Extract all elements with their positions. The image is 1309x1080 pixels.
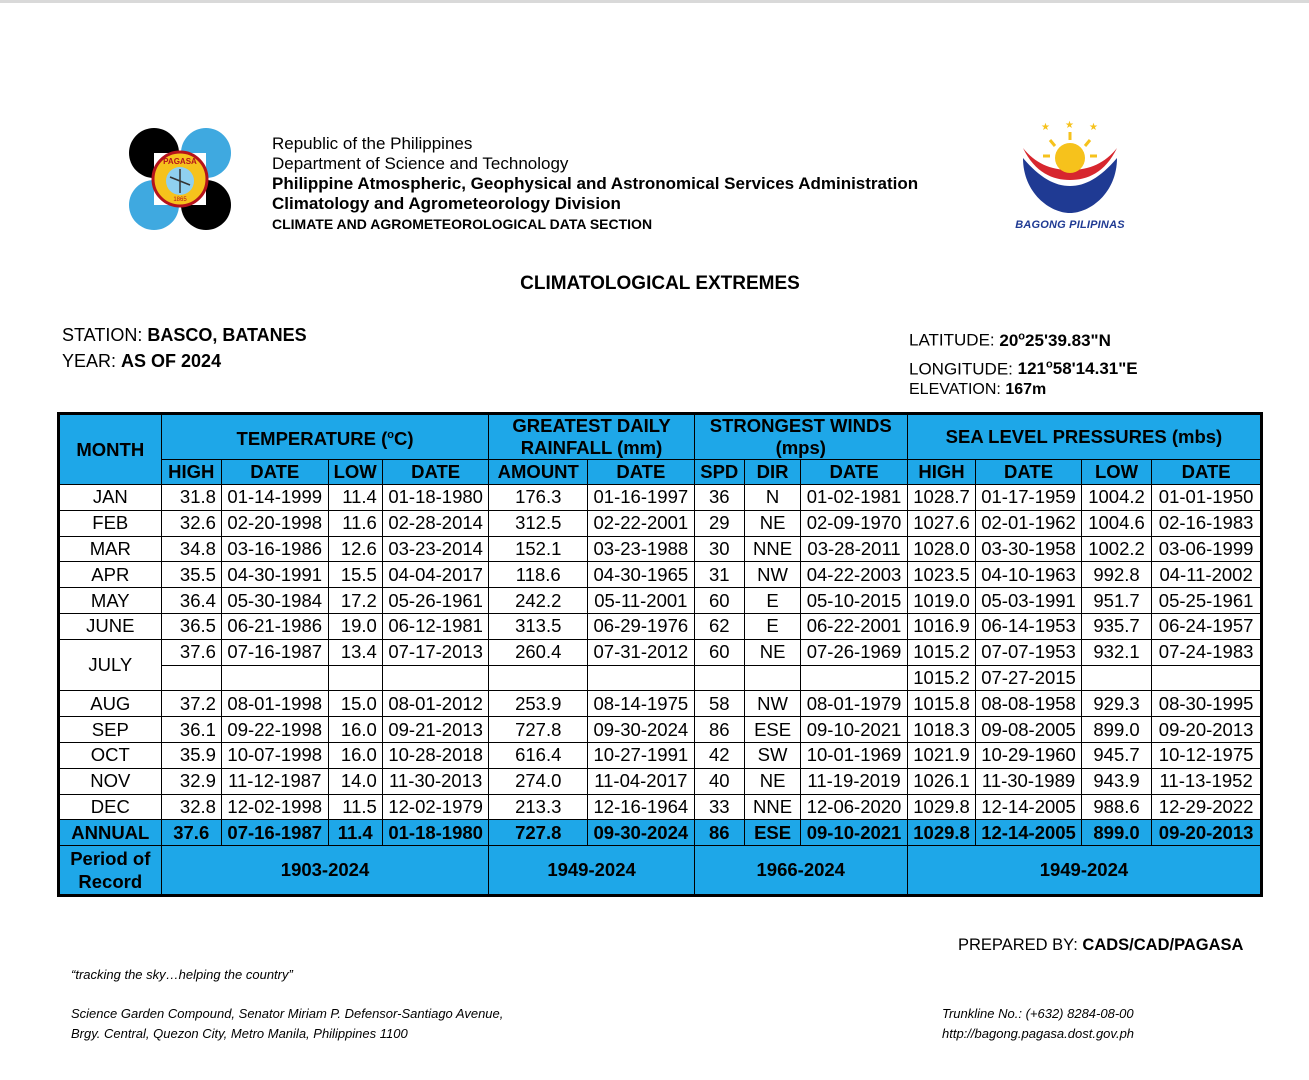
- table-cell: 10-07-1998: [221, 742, 328, 768]
- table-cell: 09-08-2005: [976, 717, 1082, 743]
- table-cell: 935.7: [1081, 613, 1151, 639]
- table-cell: 943.9: [1081, 768, 1151, 794]
- table-cell: 1028.0: [907, 536, 975, 562]
- table-cell: 09-20-2013: [1152, 820, 1262, 846]
- elevation-line: ELEVATION: 167m: [909, 381, 1047, 399]
- table-cell: 04-22-2003: [801, 562, 908, 588]
- trunkline: Trunkline No.: (+632) 8284-08-00: [942, 1006, 1134, 1021]
- table-cell: 09-30-2024: [588, 820, 695, 846]
- table-cell: 03-23-1988: [588, 536, 695, 562]
- table-cell: 02-20-1998: [221, 510, 328, 536]
- table-cell: 06-12-1981: [382, 613, 489, 639]
- table-cell: 40: [694, 768, 744, 794]
- period-of-record-label: Period of Record: [59, 846, 162, 896]
- table-cell: 37.6: [161, 639, 221, 665]
- table-cell: [588, 665, 695, 691]
- header-republic: Republic of the Philippines: [272, 134, 473, 153]
- table-cell: 16.0: [328, 717, 382, 743]
- table-cell: 253.9: [489, 691, 588, 717]
- table-cell: [382, 665, 489, 691]
- table-cell: 29: [694, 510, 744, 536]
- table-cell: 12-16-1964: [588, 794, 695, 820]
- table-cell: 08-01-1998: [221, 691, 328, 717]
- table-cell: 10-01-1969: [801, 742, 908, 768]
- station-line: STATION: BASCO, BATANES: [62, 325, 307, 345]
- subheader-low: LOW: [1081, 460, 1151, 485]
- table-cell: 07-16-1987: [221, 820, 328, 846]
- table-cell: [1081, 665, 1151, 691]
- table-cell: 992.8: [1081, 562, 1151, 588]
- subheader-high: HIGH: [907, 460, 975, 485]
- table-cell: 15.5: [328, 562, 382, 588]
- table-cell: [161, 665, 221, 691]
- table-cell: 932.1: [1081, 639, 1151, 665]
- table-cell: 36.1: [161, 717, 221, 743]
- table-cell: 1028.7: [907, 485, 975, 511]
- subheader-spd: SPD: [694, 460, 744, 485]
- table-cell: 62: [694, 613, 744, 639]
- table-cell: NE: [744, 639, 800, 665]
- svg-text:★: ★: [1065, 120, 1074, 131]
- table-cell: 152.1: [489, 536, 588, 562]
- table-cell: 31: [694, 562, 744, 588]
- table-cell: 1015.2: [907, 665, 975, 691]
- subheader-date: DATE: [1152, 460, 1262, 485]
- table-cell: 12-06-2020: [801, 794, 908, 820]
- table-cell: 951.7: [1081, 588, 1151, 614]
- table-cell: 1026.1: [907, 768, 975, 794]
- header-department: Department of Science and Technology: [272, 154, 569, 173]
- table-cell: 899.0: [1081, 820, 1151, 846]
- table-cell: 05-30-1984: [221, 588, 328, 614]
- table-cell: 05-25-1961: [1152, 588, 1262, 614]
- agency-header: [272, 134, 918, 234]
- top-rule: [0, 0, 1309, 3]
- table-cell: 06-14-1953: [976, 613, 1082, 639]
- table-cell: 06-22-2001: [801, 613, 908, 639]
- table-cell: 03-23-2014: [382, 536, 489, 562]
- table-cell: 11-19-2019: [801, 768, 908, 794]
- motto: “tracking the sky…helping the country”: [71, 967, 293, 982]
- col-group-temperature: TEMPERATURE ($^o$C): [161, 414, 489, 460]
- subheader-date: DATE: [976, 460, 1082, 485]
- table-cell: 03-30-1958: [976, 536, 1082, 562]
- table-cell: SW: [744, 742, 800, 768]
- table-cell: 11.4: [328, 485, 382, 511]
- website-link[interactable]: http://bagong.pagasa.dost.gov.ph: [942, 1026, 1135, 1041]
- month-cell: OCT: [59, 742, 162, 768]
- table-row: [59, 639, 1262, 665]
- table-cell: 60: [694, 639, 744, 665]
- table-cell: 09-22-1998: [221, 717, 328, 743]
- table-cell: 118.6: [489, 562, 588, 588]
- table-cell: 10-27-1991: [588, 742, 695, 768]
- subheader-high: HIGH: [161, 460, 221, 485]
- prepared-by: PREPARED BY: CADS/CAD/PAGASA: [958, 936, 1244, 954]
- subheader-dir: DIR: [744, 460, 800, 485]
- table-cell: 02-28-2014: [382, 510, 489, 536]
- table-cell: 16.0: [328, 742, 382, 768]
- table-cell: 08-30-1995: [1152, 691, 1262, 717]
- period-pressure: 1949-2024: [907, 846, 1261, 896]
- period-temperature: 1903-2024: [161, 846, 489, 896]
- latitude-line: LATITUDE: 20$^o$25'39.83"N: [909, 330, 1111, 350]
- table-cell: [694, 665, 744, 691]
- table-cell: 11-30-2013: [382, 768, 489, 794]
- table-cell: 01-16-1997: [588, 485, 695, 511]
- table-cell: 07-27-2015: [976, 665, 1082, 691]
- table-cell: 09-10-2021: [801, 717, 908, 743]
- table-row: [59, 536, 1262, 562]
- table-cell: 945.7: [1081, 742, 1151, 768]
- table-row: [59, 691, 1262, 717]
- svg-text:★: ★: [1041, 122, 1050, 133]
- table-cell: 1021.9: [907, 742, 975, 768]
- table-cell: 899.0: [1081, 717, 1151, 743]
- table-cell: 02-09-1970: [801, 510, 908, 536]
- table-cell: 33: [694, 794, 744, 820]
- table-cell: 1016.9: [907, 613, 975, 639]
- table-cell: 01-17-1959: [976, 485, 1082, 511]
- table-cell: 37.6: [161, 820, 221, 846]
- table-cell: 32.6: [161, 510, 221, 536]
- year-value: AS OF 2024: [121, 351, 222, 371]
- month-cell: NOV: [59, 768, 162, 794]
- table-cell: NNE: [744, 794, 800, 820]
- month-cell: MAR: [59, 536, 162, 562]
- period-of-record-row: [59, 846, 1262, 896]
- table-cell: 01-02-1981: [801, 485, 908, 511]
- table-cell: 05-11-2001: [588, 588, 695, 614]
- table-cell: 08-14-1975: [588, 691, 695, 717]
- subheader-low: LOW: [328, 460, 382, 485]
- table-cell: 36.4: [161, 588, 221, 614]
- subheader-date: DATE: [588, 460, 695, 485]
- longitude-line: LONGITUDE: 121$^o$58'14.31"E: [909, 358, 1138, 379]
- table-cell: E: [744, 588, 800, 614]
- table-cell: 86: [694, 820, 744, 846]
- table-cell: 12-14-2005: [976, 820, 1082, 846]
- table-cell: 1004.6: [1081, 510, 1151, 536]
- table-cell: 10-12-1975: [1152, 742, 1262, 768]
- table-cell: 11.4: [328, 820, 382, 846]
- table-cell: 04-30-1991: [221, 562, 328, 588]
- table-cell: 07-17-2013: [382, 639, 489, 665]
- table-cell: 37.2: [161, 691, 221, 717]
- pagasa-logo: [128, 127, 232, 231]
- month-cell: APR: [59, 562, 162, 588]
- table-row: [59, 665, 1262, 691]
- table-row: [59, 562, 1262, 588]
- table-cell: N: [744, 485, 800, 511]
- address-line-2: Brgy. Central, Quezon City, Metro Manila, Philippines 1100: [71, 1026, 408, 1041]
- table-cell: 34.8: [161, 536, 221, 562]
- table-cell: 727.8: [489, 717, 588, 743]
- subheader-amount: AMOUNT: [489, 460, 588, 485]
- table-cell: 312.5: [489, 510, 588, 536]
- table-cell: 08-01-1979: [801, 691, 908, 717]
- table-cell: E: [744, 613, 800, 639]
- table-cell: 02-22-2001: [588, 510, 695, 536]
- month-cell: DEC: [59, 794, 162, 820]
- table-cell: 03-16-1986: [221, 536, 328, 562]
- address-line-1: Science Garden Compound, Senator Miriam P. Defensor-Santiago Avenue,: [71, 1006, 504, 1021]
- table-cell: 12-14-2005: [976, 794, 1082, 820]
- table-row: [59, 768, 1262, 794]
- table-cell: ESE: [744, 820, 800, 846]
- table-cell: 1027.6: [907, 510, 975, 536]
- table-row: [59, 510, 1262, 536]
- table-cell: 1015.2: [907, 639, 975, 665]
- table-cell: [328, 665, 382, 691]
- table-cell: 06-24-1957: [1152, 613, 1262, 639]
- table-cell: 04-04-2017: [382, 562, 489, 588]
- table-row: [59, 742, 1262, 768]
- pagasa-seal-year: 1865: [173, 197, 187, 203]
- table-row: [59, 717, 1262, 743]
- table-cell: 12-02-1998: [221, 794, 328, 820]
- table-cell: 86: [694, 717, 744, 743]
- table-cell: 04-30-1965: [588, 562, 695, 588]
- table-cell: 274.0: [489, 768, 588, 794]
- table-cell: 11-13-1952: [1152, 768, 1262, 794]
- table-cell: 313.5: [489, 613, 588, 639]
- subheader-date: DATE: [801, 460, 908, 485]
- station-info: [62, 322, 307, 374]
- table-cell: [1152, 665, 1262, 691]
- table-cell: 09-30-2024: [588, 717, 695, 743]
- col-group-rainfall: GREATEST DAILY RAINFALL (mm): [489, 414, 694, 460]
- table-cell: 02-16-1983: [1152, 510, 1262, 536]
- table-cell: 60: [694, 588, 744, 614]
- table-cell: 1004.2: [1081, 485, 1151, 511]
- table-cell: 1002.2: [1081, 536, 1151, 562]
- table-cell: 07-24-1983: [1152, 639, 1262, 665]
- station-name: BASCO, BATANES: [147, 325, 307, 345]
- location-info: [909, 324, 1138, 399]
- table-cell: 17.2: [328, 588, 382, 614]
- table-cell: 1029.8: [907, 820, 975, 846]
- month-cell: JULY: [59, 639, 162, 691]
- table-cell: 12-29-2022: [1152, 794, 1262, 820]
- table-cell: 07-31-2012: [588, 639, 695, 665]
- table-cell: 1015.8: [907, 691, 975, 717]
- header-division: Climatology and Agrometeorology Division: [272, 194, 621, 213]
- table-cell: 11.5: [328, 794, 382, 820]
- table-cell: 01-18-1980: [382, 485, 489, 511]
- address: [71, 1004, 503, 1044]
- climatological-extremes-table: [57, 412, 1263, 897]
- month-cell: FEB: [59, 510, 162, 536]
- table-row: [59, 794, 1262, 820]
- table-cell: 06-29-1976: [588, 613, 695, 639]
- month-cell: SEP: [59, 717, 162, 743]
- table-cell: 05-10-2015: [801, 588, 908, 614]
- table-cell: 03-28-2011: [801, 536, 908, 562]
- table-cell: 35.5: [161, 562, 221, 588]
- bagong-pilipinas-text: BAGONG PILIPINAS: [1015, 219, 1125, 231]
- subheader-date: DATE: [382, 460, 489, 485]
- svg-text:★: ★: [1089, 122, 1098, 133]
- table-cell: 12-02-1979: [382, 794, 489, 820]
- table-cell: 19.0: [328, 613, 382, 639]
- table-cell: [744, 665, 800, 691]
- table-cell: 04-11-2002: [1152, 562, 1262, 588]
- table-cell: 01-14-1999: [221, 485, 328, 511]
- table-cell: 05-03-1991: [976, 588, 1082, 614]
- table-cell: 01-18-1980: [382, 820, 489, 846]
- table-row: [59, 588, 1262, 614]
- table-cell: 06-21-1986: [221, 613, 328, 639]
- table-cell: NW: [744, 562, 800, 588]
- table-cell: 09-21-2013: [382, 717, 489, 743]
- table-cell: 616.4: [489, 742, 588, 768]
- annual-row: [59, 820, 1262, 846]
- col-group-winds: STRONGEST WINDS (mps): [694, 414, 907, 460]
- col-group-pressure: SEA LEVEL PRESSURES (mbs): [907, 414, 1261, 460]
- year-line: YEAR: AS OF 2024: [62, 351, 222, 371]
- table-cell: 176.3: [489, 485, 588, 511]
- table-cell: 08-08-1958: [976, 691, 1082, 717]
- table-row: [59, 485, 1262, 511]
- table-cell: 14.0: [328, 768, 382, 794]
- subheader-date: DATE: [221, 460, 328, 485]
- table-cell: 1023.5: [907, 562, 975, 588]
- table-cell: ESE: [744, 717, 800, 743]
- table-cell: 10-29-1960: [976, 742, 1082, 768]
- table-cell: 36.5: [161, 613, 221, 639]
- table-cell: 36: [694, 485, 744, 511]
- table-cell: 03-06-1999: [1152, 536, 1262, 562]
- header-agency: Philippine Atmospheric, Geophysical and Astronomical Services Administration: [272, 174, 919, 193]
- table-cell: 1029.8: [907, 794, 975, 820]
- table-cell: 05-26-1961: [382, 588, 489, 614]
- table-cell: 727.8: [489, 820, 588, 846]
- table-cell: 213.3: [489, 794, 588, 820]
- table-cell: 30: [694, 536, 744, 562]
- table-cell: 58: [694, 691, 744, 717]
- month-cell: MAY: [59, 588, 162, 614]
- table-cell: 260.4: [489, 639, 588, 665]
- month-cell: AUG: [59, 691, 162, 717]
- table-cell: 988.6: [1081, 794, 1151, 820]
- table-cell: 11-04-2017: [588, 768, 695, 794]
- bagong-pilipinas-logo: [1005, 118, 1135, 236]
- table-cell: 12.6: [328, 536, 382, 562]
- table-cell: NE: [744, 510, 800, 536]
- pagasa-seal-text: PAGASA: [163, 157, 197, 166]
- table-cell: 11.6: [328, 510, 382, 536]
- table-cell: NNE: [744, 536, 800, 562]
- table-cell: 01-01-1950: [1152, 485, 1262, 511]
- contact: [942, 1004, 1134, 1044]
- table-cell: 07-26-1969: [801, 639, 908, 665]
- table-cell: 1018.3: [907, 717, 975, 743]
- table-cell: 10-28-2018: [382, 742, 489, 768]
- page-title: CLIMATOLOGICAL EXTREMES: [520, 273, 800, 294]
- table-cell: 1019.0: [907, 588, 975, 614]
- col-month: MONTH: [59, 414, 162, 485]
- table-cell: NE: [744, 768, 800, 794]
- table-cell: 15.0: [328, 691, 382, 717]
- table-cell: 11-30-1989: [976, 768, 1082, 794]
- table-cell: 42: [694, 742, 744, 768]
- table-cell: 32.8: [161, 794, 221, 820]
- month-cell: JUNE: [59, 613, 162, 639]
- table-cell: 02-01-1962: [976, 510, 1082, 536]
- header-section: CLIMATE AND AGROMETEOROLOGICAL DATA SECTION: [272, 216, 653, 232]
- table-cell: 11-12-1987: [221, 768, 328, 794]
- table-cell: 09-10-2021: [801, 820, 908, 846]
- table-cell: [801, 665, 908, 691]
- table-cell: 13.4: [328, 639, 382, 665]
- table-cell: 242.2: [489, 588, 588, 614]
- table-cell: 04-10-1963: [976, 562, 1082, 588]
- table-cell: 31.8: [161, 485, 221, 511]
- month-cell: JAN: [59, 485, 162, 511]
- table-cell: 07-07-1953: [976, 639, 1082, 665]
- table-cell: 08-01-2012: [382, 691, 489, 717]
- table-cell: 32.9: [161, 768, 221, 794]
- month-cell: ANNUAL: [59, 820, 162, 846]
- table-cell: NW: [744, 691, 800, 717]
- table-cell: 929.3: [1081, 691, 1151, 717]
- table-cell: 07-16-1987: [221, 639, 328, 665]
- period-winds: 1966-2024: [694, 846, 907, 896]
- period-rainfall: 1949-2024: [489, 846, 694, 896]
- table-cell: 35.9: [161, 742, 221, 768]
- table-cell: 09-20-2013: [1152, 717, 1262, 743]
- table-cell: [221, 665, 328, 691]
- table-row: [59, 613, 1262, 639]
- table-cell: [489, 665, 588, 691]
